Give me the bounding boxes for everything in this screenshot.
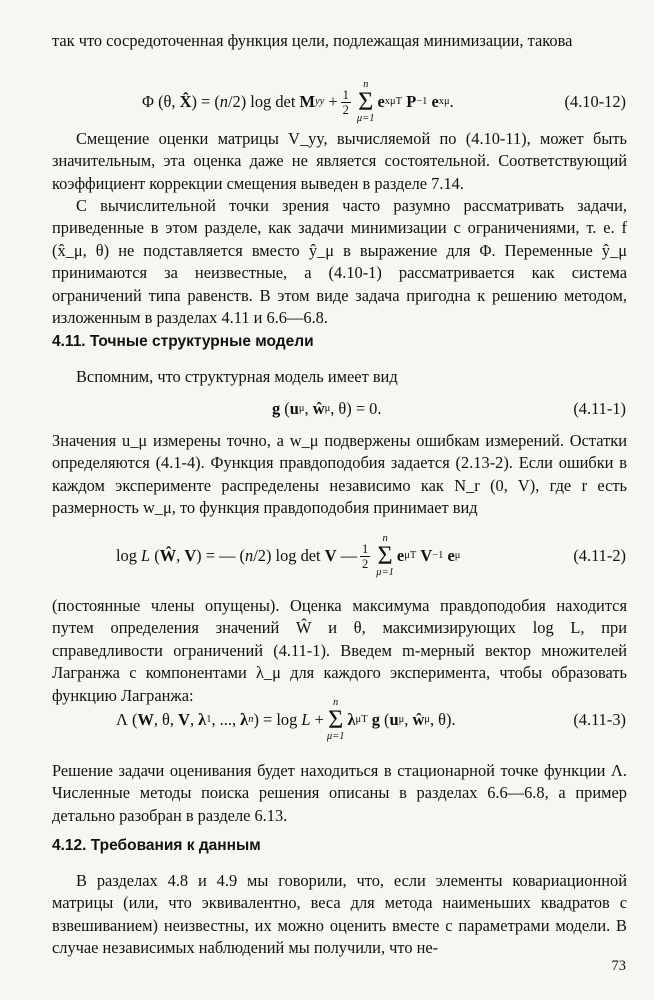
equation-number: (4.11-2) xyxy=(573,546,626,565)
equation-number: (4.11-1) xyxy=(573,399,626,418)
equation-4-11-1: g ( u μ , ŵ μ , θ) = 0. (4.11-1) xyxy=(0,383,654,435)
section-heading-4-12: 4.12. Требования к данным xyxy=(52,837,261,854)
paragraph-4: Вспомним, что структурная модель имеет вид xyxy=(76,367,398,386)
equation-4-11-2: log L ( Ŵ , V ) = — ( n /2) log det V — $\frac{1}{2}$ n Σ μ=1 e μ T V −1 e μ (4.11-2) xyxy=(0,530,654,582)
paragraph-5: Значения u_μ измерены точно, а w_μ подвержены ошибкам измерений. Остатки определяются (4.1-4). Функция правдоподобия задается (2.13-2). Если ошибки в каждом эксперименте распределены независимо как N_r (0, V), где r есть размерность w_μ, то функция правдоподобия принимает вид xyxy=(52,431,627,518)
paragraph-3: С вычислительной точки зрения часто разумно рассматривать задачи, приведенные в этом разделе, как задачи минимизации с ограничениями, т. е. f (x̂_μ, θ) не подставляется вместо ŷ_μ в выражение для Φ. Переменные ŷ_μ принимаются за неизвестные, а (4.10-1) рассматривается как система ограничений типа равенств. В этом виде задача пригодна к решению методом, изложенным в разделах 4.11 и 6.6—6.8. xyxy=(52,196,627,328)
equation-number: (4.11-3) xyxy=(573,710,626,729)
paragraph-2: Смещение оценки матрицы V_yy, вычисляемой по (4.10-11), может быть значительным, эта оценка даже не является состоятельной. Соответствующий коэффициент коррекции смещения выведен в разделе 7.14. xyxy=(52,129,627,193)
page-number: 73 xyxy=(611,958,626,974)
paragraph-7: Решение задачи оценивания будет находиться в стационарной точке функции Λ. Численные методы поиска решения описаны в разделах 6.6—6.8, а пример детально разобран в разделе 6.13. xyxy=(52,761,627,825)
paragraph-8: В разделах 4.8 и 4.9 мы говорили, что, если элементы ковариационной матрицы (или, что эквивалентно, веса для метода наименьших квадратов с взвешиванием) неизвестны, их можно оценить вместе с параметрами модели. В случае независимых наблюдений мы получили, что не- xyxy=(52,871,627,958)
section-heading-4-11: 4.11. Точные структурные модели xyxy=(52,333,314,350)
equation-4-10-12: Φ (θ, X̂ ) = ( n /2) log det M yy + $\frac{1}{2}$ n Σ μ=1 e xμ T P −1 e xμ . (4.10-12) xyxy=(0,76,654,128)
paragraph-6: (постоянные члены опущены). Оценка максимума правдоподобия находится путем определения значений Ŵ и θ, максимизирующих log L, при справедливости ограничений (4.11-1). Введем m-мерный вектор множителей Лагранжа с компонентами λ_μ для каждого эксперимента, чтобы образовать функцию Лагранжа: xyxy=(52,596,627,705)
equation-4-11-3: Λ ( W , θ, V , λ 1 , ..., λ n ) = log L + n Σ μ=1 λ μ T g ( u μ , ŵ μ , θ). (4.11-3) xyxy=(0,694,654,746)
equation-number: (4.10-12) xyxy=(564,92,626,111)
paragraph-1: так что сосредоточенная функция цели, подлежащая минимизации, такова xyxy=(52,31,573,50)
